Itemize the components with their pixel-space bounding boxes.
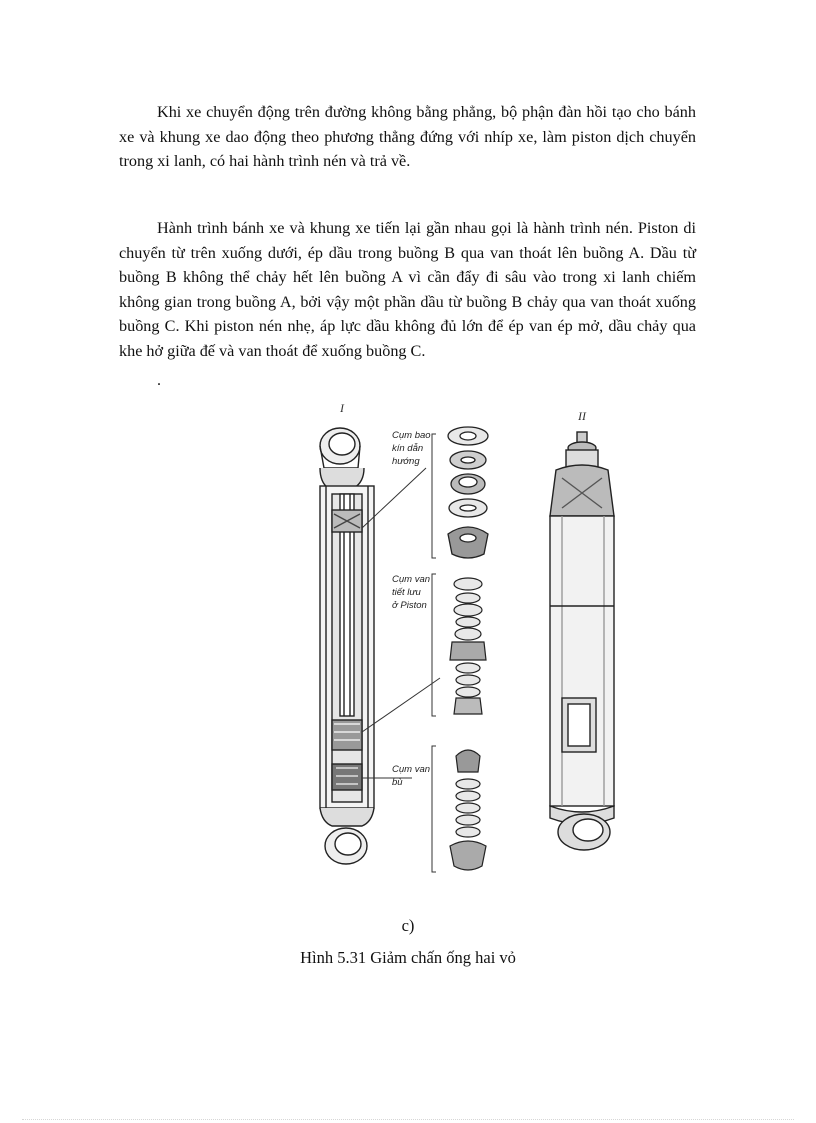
callout-1	[392, 430, 431, 467]
exploded-seal-parts	[448, 427, 488, 558]
svg-text:Cụm van: Cụm van	[392, 574, 431, 585]
callout-2	[392, 574, 430, 611]
svg-text:ở Piston: ở Piston	[392, 600, 427, 611]
stray-dot: .	[157, 372, 161, 389]
svg-text:Cụm van: Cụm van	[392, 764, 431, 775]
shock-absorber-figure	[300, 398, 630, 898]
label-I: I	[340, 401, 344, 415]
figure-letter: c)	[401, 916, 415, 935]
svg-text:Cụm bao: Cụm bao	[392, 430, 431, 441]
exploded-compensation-valve-parts	[450, 750, 486, 870]
svg-text:bù: bù	[392, 777, 403, 788]
figure-caption: Hình 5.31 Giảm chấn ống hai vỏ	[300, 948, 516, 967]
callout-brackets	[432, 434, 436, 872]
external-shock-absorber	[550, 432, 614, 850]
cutaway-shock-absorber	[320, 428, 374, 864]
label-II: II	[578, 409, 586, 423]
paragraph-2: Hành trình bánh xe và khung xe tiến lại gần nhau gọi là hành trình nén. Piston di chuyển từ trên xuống dưới, ép dầu trong buồng B qua van thoát lên buồng A. Dầu từ buồng B không thể chảy hết lên buồng A vì cần đẩy đi sâu vào trong xi lanh chiếm không gian trong buồng A, bởi vậy một phần dầu từ buồng B chảy qua van thoát xuống buồng C. Khi piston nén nhẹ, áp lực dầu không đủ lớn để ép van ép mở, dầu chảy qua khe hở giữa đế và van thoát để xuống buồng C.	[119, 219, 696, 360]
paragraph-1: Khi xe chuyển động trên đường không bằng phẳng, bộ phận đàn hồi tạo cho bánh xe và khung xe dao động theo phương thẳng đứng với nhíp xe, làm piston dịch chuyển trong xi lanh, có hai hành trình nén và trả về.	[119, 103, 696, 171]
callout-3	[392, 764, 430, 788]
svg-text:kín dẫn: kín dẫn	[392, 443, 424, 454]
svg-text:hướng: hướng	[392, 456, 420, 467]
svg-text:tiết lưu: tiết lưu	[392, 587, 421, 598]
exploded-piston-valve-parts	[450, 578, 486, 714]
footer-divider	[22, 1119, 794, 1120]
